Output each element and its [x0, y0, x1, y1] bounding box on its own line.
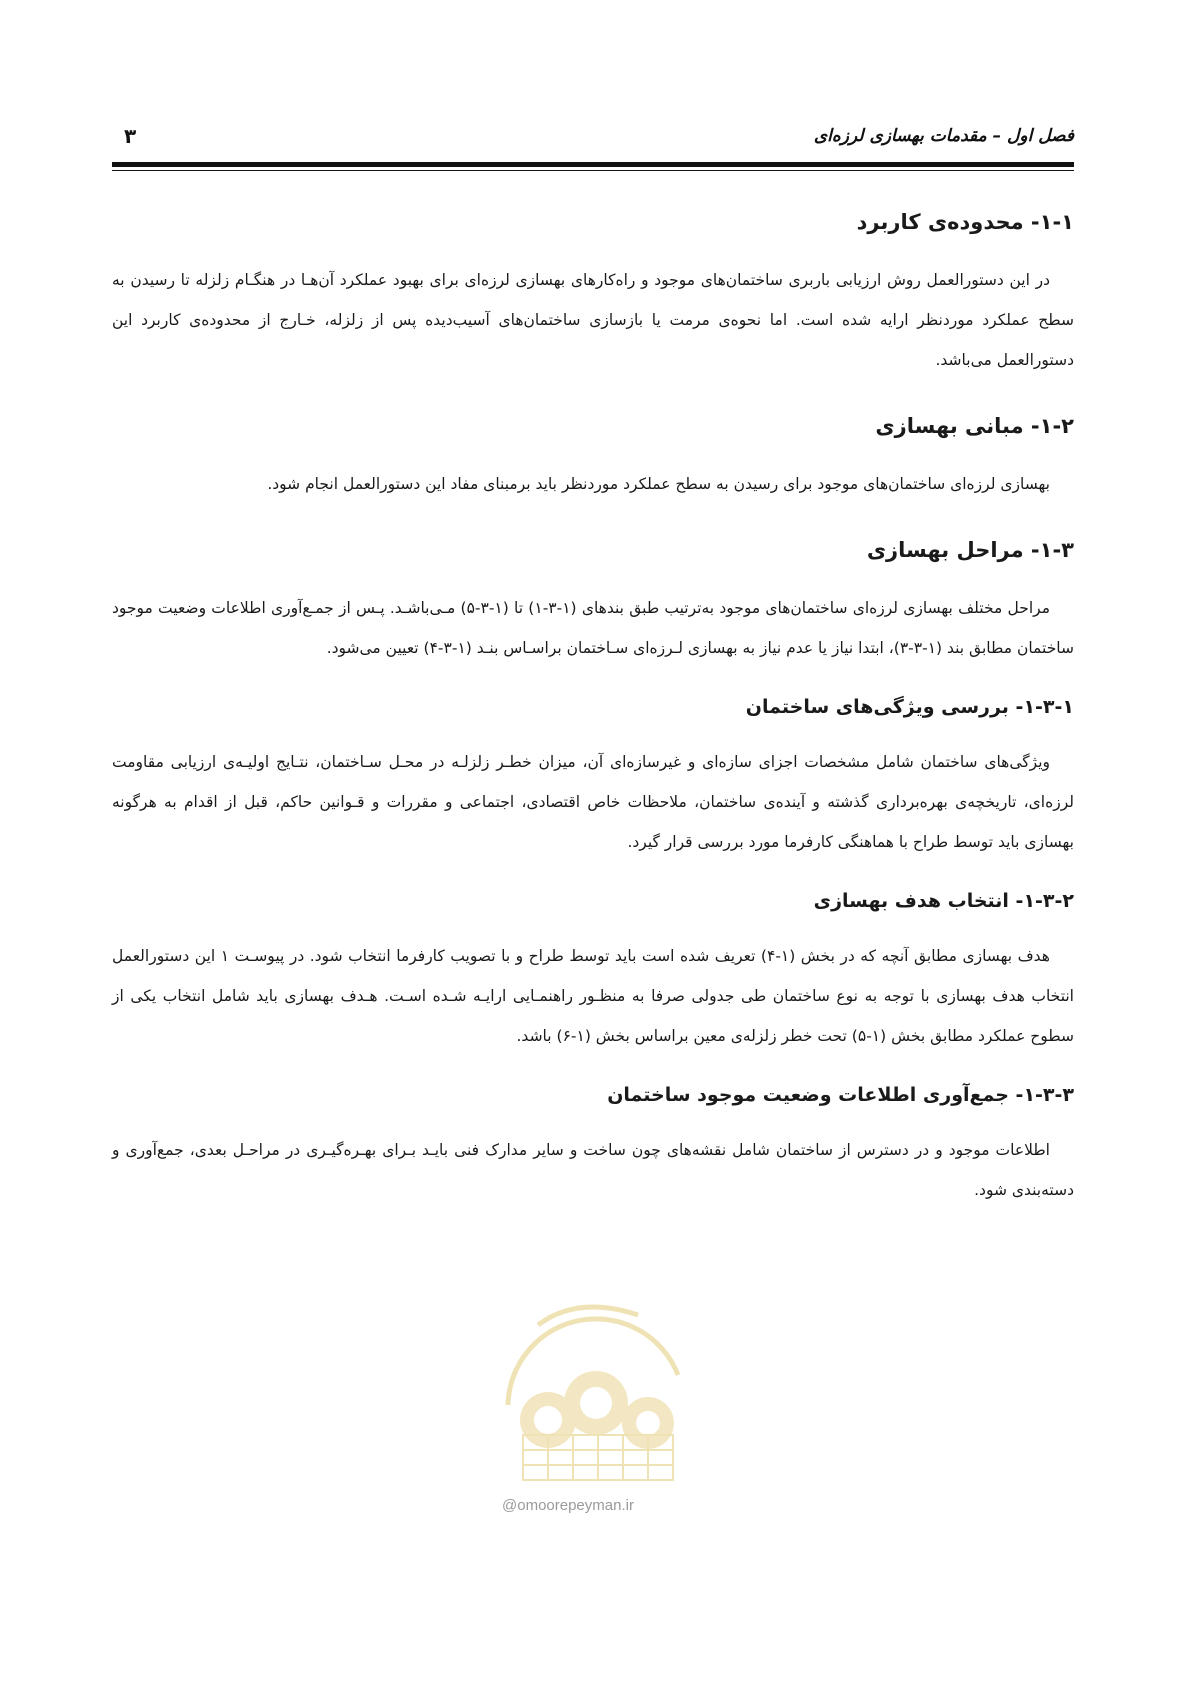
watermark-url: @omoorepeyman.ir [502, 1497, 634, 1514]
header-rule-thick [112, 162, 1074, 167]
section-heading: ۱-۱- محدوده‌ی کاربرد [856, 210, 1074, 234]
section-paragraph: اطلاعات موجود و در دسترس از ساختمان شامل نقشه‌های چون ساخت و سایر مدارک فنی بایـد بـرای بهـره‌گیـری در مراحـل بعدی، جمع‌آوری و دسته‌بندی شود. [112, 1141, 1074, 1199]
section-paragraph: ویژگی‌های ساختمان شامل مشخصات اجزای سازه‌ای و غیرسازه‌ای آن، میزان خطـر زلزلـه در محـل سـاختمان، نتـایج اولیـه‌ی ارزیابی مقاومت لرزه‌ای، تاریخچه‌ی بهره‌برداری گذشته و آینده‌ی ساختمان، ملاحظات خاص اقتصادی، اجتماعی و مقررات و قـوانین حاکم، قبل از اقدام به هرگونه بهسازی باید توسط طراح با هماهنگی کارفرما مورد بررسی قرار گیرد. [112, 753, 1074, 851]
page-number: ۳ [124, 124, 137, 148]
header-rule-thin [112, 170, 1074, 171]
section-heading: ۱-۳- مراحل بهسازی [866, 538, 1074, 562]
subsection-heading: ۱-۳-۱- بررسی ویژگی‌های ساختمان [745, 696, 1074, 718]
chapter-title: فصل اول – مقدمات بهسازی لرزه‌ای [813, 126, 1074, 146]
section-paragraph: بهسازی لرزه‌ای ساختمان‌های موجود برای رسیدن به سطح عملکرد موردنظر باید برمبنای مفاد این دستورالعمل انجام شود. [267, 475, 1050, 493]
section-paragraph: در این دستورالعمل روش ارزیابی باربری ساختمان‌های موجود و راه‌کارهای بهسازی لرزه‌ای برای بهبود عملکرد آن‌هـا در هنگـام زلزله تا رسیدن به سطح عملکرد موردنظر ارایه شده است. اما نحوه‌ی مرمت یا بازسازی ساختمان‌های آسیب‌دیده پس از زلزله، خـارج از محدوده‌ی کاربرد این دستورالعمل می‌باشد. [112, 271, 1074, 369]
section-paragraph: مراحل مختلف بهسازی لرزه‌ای ساختمان‌های موجود به‌ترتیب طبق بندهای (۱-۳-۱) تا (۱-۳-۵) مـی‌باشـد. پـس از جمـع‌آوری اطلاعات وضعیت موجود ساختمان مطابق بند (۱-۳-۳)، ابتدا نیاز یا عدم نیاز به بهسازی لـرزه‌ای سـاختمان براسـاس بنـد (۱-۳-۴) تعیین می‌شود. [112, 599, 1074, 657]
section-paragraph: هدف بهسازی مطابق آنچه که در بخش (۱-۴) تعریف شده است باید توسط طراح و با تصویب کارفرما انتخاب شود. در پیوسـت ۱ این دستورالعمل انتخاب هدف بهسازی با توجه به نوع ساختمان طی جدولی صرفا به منظـور راهنمـایی ارایـه شـده اسـت. هـدف بهسازی باید شامل انتخاب یکی از سطوح عملکرد مطابق بخش (۱-۵) تحت خطر زلزله‌ی معین براساس بخش (۱-۶) باشد. [112, 947, 1074, 1045]
section-heading: ۱-۲- مبانی بهسازی [875, 414, 1074, 438]
running-header [112, 126, 1074, 156]
watermark-logo-graphic [478, 1285, 708, 1485]
subsection-heading: ۱-۳-۲- انتخاب هدف بهسازی [813, 890, 1074, 912]
watermark-logo-icon [478, 1285, 708, 1485]
body-content [112, 210, 1074, 1238]
subsection-heading: ۱-۳-۳- جمع‌آوری اطلاعات وضعیت موجود ساختمان [607, 1084, 1074, 1106]
